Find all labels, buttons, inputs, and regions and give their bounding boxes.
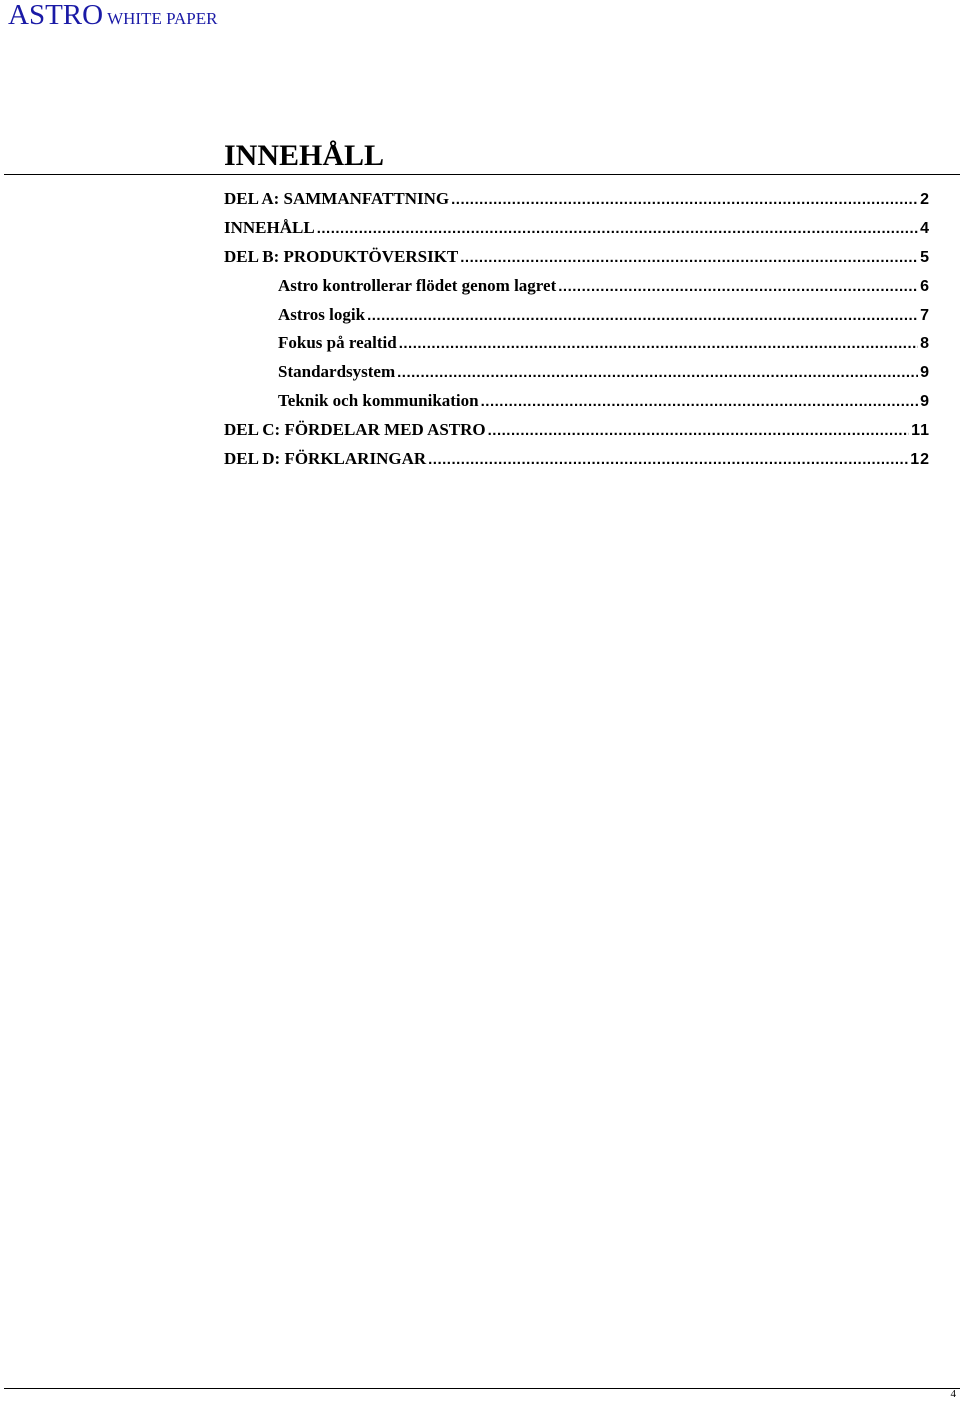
toc-dot-leader [399,335,918,352]
toc-title: INNEHÅLL [224,139,385,172]
toc-entry-page: 12 [910,451,930,469]
toc-entry-page: 9 [920,393,930,411]
toc-entry[interactable] [224,362,930,391]
table-of-contents [224,189,930,478]
toc-dot-leader [558,278,918,295]
toc-entry-label: DEL A: SAMMANFATTNING [224,189,450,208]
toc-entry[interactable] [224,218,930,247]
toc-entry[interactable] [224,276,930,305]
toc-entry-page: 11 [911,422,930,440]
toc-entry-page: 2 [920,191,930,208]
toc-dot-leader [428,451,908,468]
footer-divider [4,1388,960,1389]
brand-name: ASTRO [8,0,104,31]
page-number: 4 [950,1388,956,1400]
toc-entry-label: DEL C: FÖRDELAR MED ASTRO [224,420,486,440]
toc-entry[interactable] [224,247,930,276]
toc-entry[interactable] [224,333,930,362]
toc-entry-label: Astros logik [278,304,366,324]
toc-entry-label: Standardsystem [278,362,396,382]
toc-entry-page: 7 [920,306,930,324]
toc-dot-leader [488,422,909,439]
toc-entry-label: Teknik och kommunikation [278,391,479,411]
toc-entry-label: Astro kontrollerar flödet genom lagret [278,275,557,295]
toc-dot-leader [397,364,918,381]
toc-entry-page: 6 [920,277,930,295]
toc-entry[interactable] [224,189,930,218]
toc-entry-page: 4 [920,219,930,237]
toc-entry[interactable] [224,420,930,449]
document-subtitle: WHITE PAPER [107,9,218,28]
toc-dot-leader [451,191,918,208]
toc-entry-label: Fokus på realtid [278,333,397,353]
toc-dot-leader [317,220,918,237]
toc-entry[interactable] [224,305,930,334]
toc-dot-leader [481,393,918,410]
toc-entry-label: DEL B: PRODUKTÖVERSIKT [224,246,459,266]
toc-entry-label: DEL D: FÖRKLARINGAR [224,449,427,469]
toc-entry-page: 5 [920,248,930,266]
document-header [8,0,217,30]
toc-dot-leader [367,307,918,324]
title-divider [4,174,960,175]
toc-entry-page: 9 [920,364,930,382]
toc-entry-label: INNEHÅLL [224,217,315,237]
toc-dot-leader [460,249,918,266]
toc-entry-page: 8 [920,335,930,353]
toc-entry[interactable] [224,391,930,420]
toc-entry[interactable] [224,449,930,478]
